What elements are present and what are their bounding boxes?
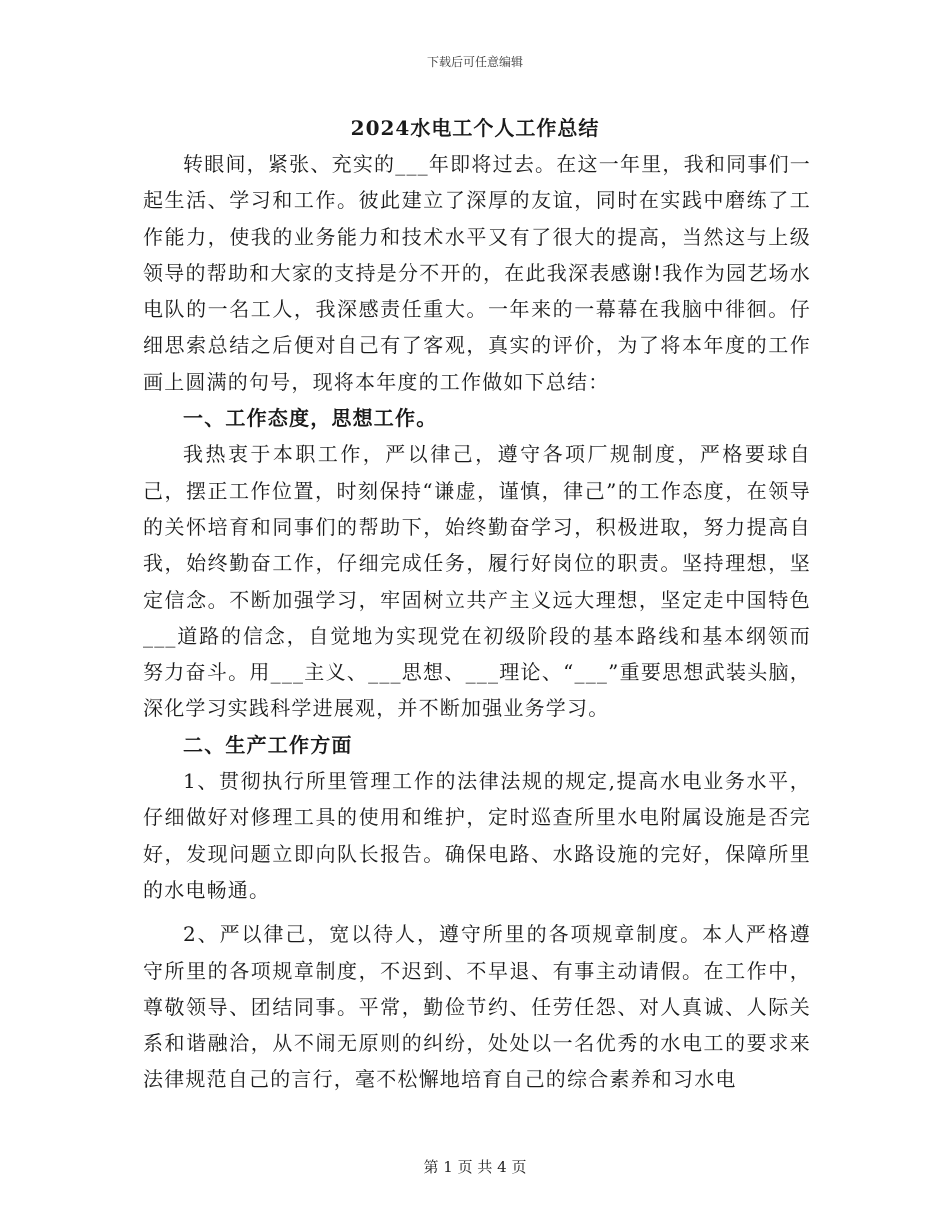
section1-heading: 一、工作态度，思想工作。 — [183, 406, 438, 431]
document-title: 2024水电工个人工作总结 — [350, 116, 600, 140]
page-footer: 第 1 页 共 4 页 — [423, 1158, 527, 1176]
section2-heading: 二、生产工作方面 — [183, 732, 353, 757]
intro-paragraph: 转眼间，紧张、充实的___年即将过去。在这一年里，我和同事们一起生活、学习和工作。彼此建立了深厚的友谊，同时在实践中磨练了工作能力，使我的业务能力和技术水平又有了很大的提高，当然这与上级领导的帮助和大家的支持是分不开的，在此我深表感谢!我作为园艺场水电队的一名工人，我深感责任重大。一年来的一幕幕在我脑中徘徊。仔细思索总结之后便对自己有了客观，真实的评价，为了将本年度的工作画上圆满的句号，现将本年度的工作做如下总结： — [143, 152, 811, 394]
section2-item-2: 2、严以律己，宽以待人，遵守所里的各项规章制度。本人严格遵守所里的各项规章制度，不迟到、不早退、有事主动请假。在工作中，尊敬领导、团结同事。平常，勤俭节约、任劳任怨、对人真诚、人际关系和谐融洽，从不闹无原则的纠纷，处处以一名优秀的水电工的要求来法律规范自己的言行，毫不松懈地培育自己的综合素养和习水电 — [143, 922, 811, 1092]
header-note: 下载后可任意编辑 — [426, 55, 523, 69]
document-body — [143, 146, 811, 1098]
section1-paragraph: 我热衷于本职工作，严以律己，遵守各项厂规制度，严格要球自己，摆正工作位置，时刻保持“谦虚，谨慎，律己”的工作态度，在领导的关怀培育和同事们的帮助下，始终勤奋学习，积极进取，努力提高自我，始终勤奋工作，仔细完成任务，履行好岗位的职责。坚持理想，坚定信念。不断加强学习，牢固树立共产主义远大理想，坚定走中国特色___道路的信念，自觉地为实现党在初级阶段的基本路线和基本纲领而努力奋斗。用___主义、___思想、___理论、“___”重要思想武装头脑，深化学习实践科学进展观，并不断加强业务学习。 — [143, 442, 811, 721]
section2-item-1: 1、贯彻执行所里管理工作的法律法规的规定,提高水电业务水平，仔细做好对修理工具的使用和维护，定时巡查所里水电附属设施是否完好，发现问题立即向队长报告。确保电路、水路设施的完好，保障所里的水电畅通。 — [143, 769, 811, 902]
